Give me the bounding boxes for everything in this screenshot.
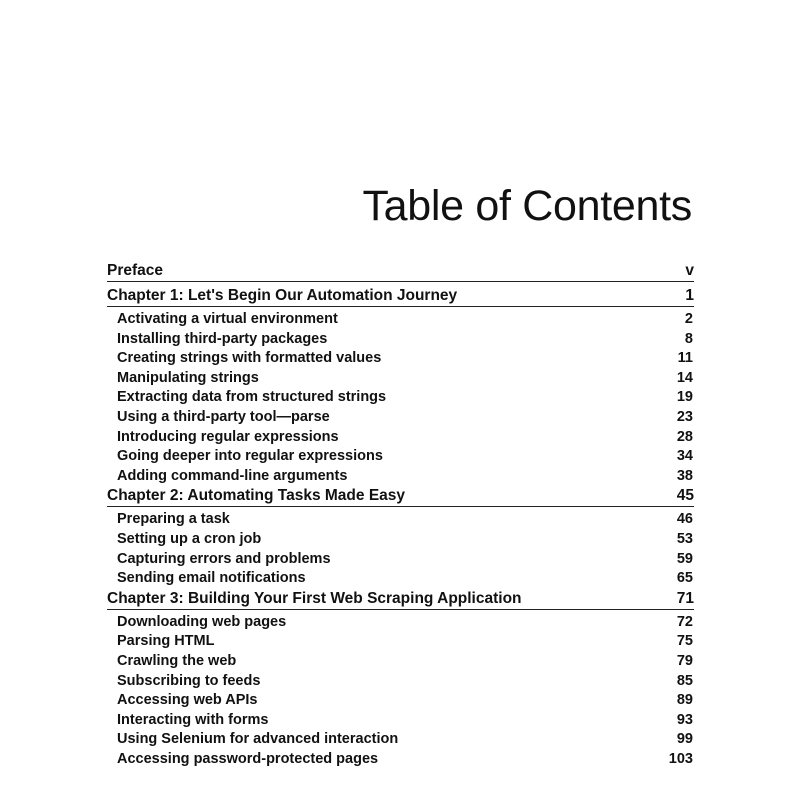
toc-entry-page: 38 bbox=[676, 467, 693, 484]
toc-entry-label: Using a third-party tool—parse bbox=[117, 408, 330, 425]
toc-entry-label: Creating strings with formatted values bbox=[117, 350, 382, 367]
toc-entry bbox=[107, 408, 694, 428]
toc-entry-page: 34 bbox=[676, 448, 693, 465]
toc-entry-page: 72 bbox=[676, 613, 693, 630]
toc-entry-page: 59 bbox=[676, 550, 693, 567]
toc-entry bbox=[107, 428, 694, 448]
toc-entry bbox=[107, 330, 694, 350]
toc-entry-page: 14 bbox=[676, 369, 693, 386]
toc-entry-page: 28 bbox=[676, 428, 693, 445]
toc-chapter-page: 1 bbox=[685, 287, 694, 304]
toc-entry-page: 2 bbox=[684, 311, 693, 327]
toc-entry bbox=[107, 672, 694, 692]
toc-entry-label: Going deeper into regular expressions bbox=[117, 448, 383, 465]
toc-entry-label: Introducing regular expressions bbox=[117, 428, 339, 445]
toc-preface-row bbox=[107, 261, 694, 282]
toc-entry-label: Accessing web APIs bbox=[117, 692, 258, 709]
toc-entry-page: 93 bbox=[676, 711, 693, 728]
toc-preface-label: Preface bbox=[107, 262, 164, 279]
toc-entry bbox=[107, 388, 694, 408]
toc-entry-page: 8 bbox=[684, 330, 693, 347]
toc-entry bbox=[107, 369, 694, 389]
toc-entry-label: Adding command-line arguments bbox=[117, 467, 348, 484]
toc-entry-page: 46 bbox=[676, 511, 693, 528]
toc-entry bbox=[107, 652, 694, 672]
toc-entry-label: Using Selenium for advanced interaction bbox=[117, 731, 399, 748]
toc-entry-page: 89 bbox=[676, 692, 693, 709]
toc-entry-page: 65 bbox=[676, 570, 693, 587]
toc-chapter-entries bbox=[107, 510, 694, 588]
toc-entry bbox=[107, 510, 694, 530]
toc-entry-label: Capturing errors and problems bbox=[117, 550, 331, 567]
toc-entry-page: 23 bbox=[676, 408, 693, 425]
toc-entry-page: 11 bbox=[677, 350, 693, 367]
toc-entry-label: Crawling the web bbox=[117, 652, 237, 669]
toc-entry bbox=[107, 691, 694, 711]
toc-entry-label: Manipulating strings bbox=[117, 369, 259, 386]
toc-entry-page: 19 bbox=[676, 389, 693, 406]
toc-chapter-entries bbox=[107, 310, 694, 486]
toc-entry-label: Interacting with forms bbox=[117, 711, 269, 728]
toc-chapter-2 bbox=[107, 486, 694, 588]
toc-entry bbox=[107, 711, 694, 731]
toc-entry bbox=[107, 447, 694, 467]
toc-entry bbox=[107, 530, 694, 550]
toc-entry-label: Downloading web pages bbox=[117, 613, 287, 630]
toc-entry-label: Parsing HTML bbox=[117, 633, 215, 650]
toc-chapter-entries bbox=[107, 613, 694, 770]
toc-entry-page: 75 bbox=[676, 633, 693, 650]
page-title: Table of Contents bbox=[362, 182, 692, 230]
toc-entry bbox=[107, 310, 694, 330]
toc-entry-label: Installing third-party packages bbox=[117, 330, 328, 347]
toc-entry-page: 85 bbox=[676, 672, 693, 689]
toc-entry-label: Subscribing to feeds bbox=[117, 672, 261, 689]
toc-entry-label: Accessing password-protected pages bbox=[117, 750, 379, 767]
toc-entry-label: Preparing a task bbox=[117, 511, 230, 528]
toc-chapter-label: Chapter 1: Let's Begin Our Automation Journey bbox=[107, 287, 458, 304]
toc-entry-page: 99 bbox=[676, 731, 693, 748]
toc-entry-page: 79 bbox=[676, 652, 693, 669]
toc-entry bbox=[107, 569, 694, 589]
toc-chapter-heading bbox=[107, 486, 694, 507]
toc-chapter-label: Chapter 2: Automating Tasks Made Easy bbox=[107, 487, 406, 505]
toc-entry-page: 103 bbox=[668, 750, 693, 767]
toc-entry bbox=[107, 750, 694, 770]
toc-entry bbox=[107, 613, 694, 633]
toc-entry-label: Setting up a cron job bbox=[117, 530, 262, 547]
toc-preface-page: v bbox=[685, 262, 694, 279]
toc-entry bbox=[107, 349, 694, 369]
toc-entry-label: Extracting data from structured strings bbox=[117, 389, 387, 406]
table-of-contents bbox=[107, 261, 694, 769]
toc-entry-label: Sending email notifications bbox=[117, 570, 306, 587]
toc-chapter-3 bbox=[107, 589, 694, 770]
toc-entry bbox=[107, 550, 694, 570]
toc-chapter-1 bbox=[107, 286, 694, 486]
toc-chapter-page: 45 bbox=[676, 487, 694, 505]
toc-chapter-heading bbox=[107, 286, 694, 307]
toc-chapter-page: 71 bbox=[676, 589, 694, 607]
toc-entry-label: Activating a virtual environment bbox=[117, 311, 338, 327]
toc-chapter-heading bbox=[107, 589, 694, 610]
toc-chapter-label: Chapter 3: Building Your First Web Scraping Application bbox=[107, 589, 522, 607]
toc-entry bbox=[107, 632, 694, 652]
toc-entry-page: 53 bbox=[676, 530, 693, 547]
toc-entry bbox=[107, 467, 694, 487]
toc-entry bbox=[107, 730, 694, 750]
